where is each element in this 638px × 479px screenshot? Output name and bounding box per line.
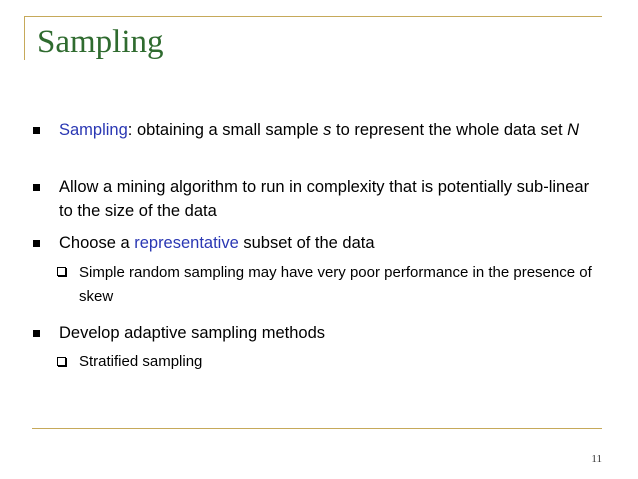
bullet-text: : obtaining a small sample [127,121,324,139]
square-bullet-icon [33,330,40,337]
slide-title: Sampling [37,24,164,60]
hollow-square-bullet-icon [57,267,66,276]
variable-n: N [567,121,580,139]
term-sampling: Sampling [59,121,128,139]
subbullet-stratified-sampling: Stratified sampling [79,353,203,370]
bullet-text: to represent the whole data set [331,121,568,139]
subbullet-random-sampling: Simple random sampling may have very poor performance in the presence of skew [79,264,592,305]
bullet-representative [59,231,604,255]
page-number: 11 [591,453,602,465]
square-bullet-icon [33,127,40,134]
bullet-text: Choose a [59,234,135,252]
bottom-rule [32,428,602,429]
square-bullet-icon [33,184,40,191]
term-representative: representative [134,234,239,252]
bullet-text: subset of the data [238,234,375,252]
left-rule [24,16,25,60]
square-bullet-icon [33,240,40,247]
bullet-mining-algorithm: Allow a mining algorithm to run in complexity that is potentially sub-linear to the size of the data [59,178,590,220]
variable-s: s [323,121,332,139]
bullet-adaptive-sampling: Develop adaptive sampling methods [59,324,325,342]
hollow-square-bullet-icon [57,357,66,366]
top-rule [24,16,602,17]
bullet-sampling [59,118,604,142]
